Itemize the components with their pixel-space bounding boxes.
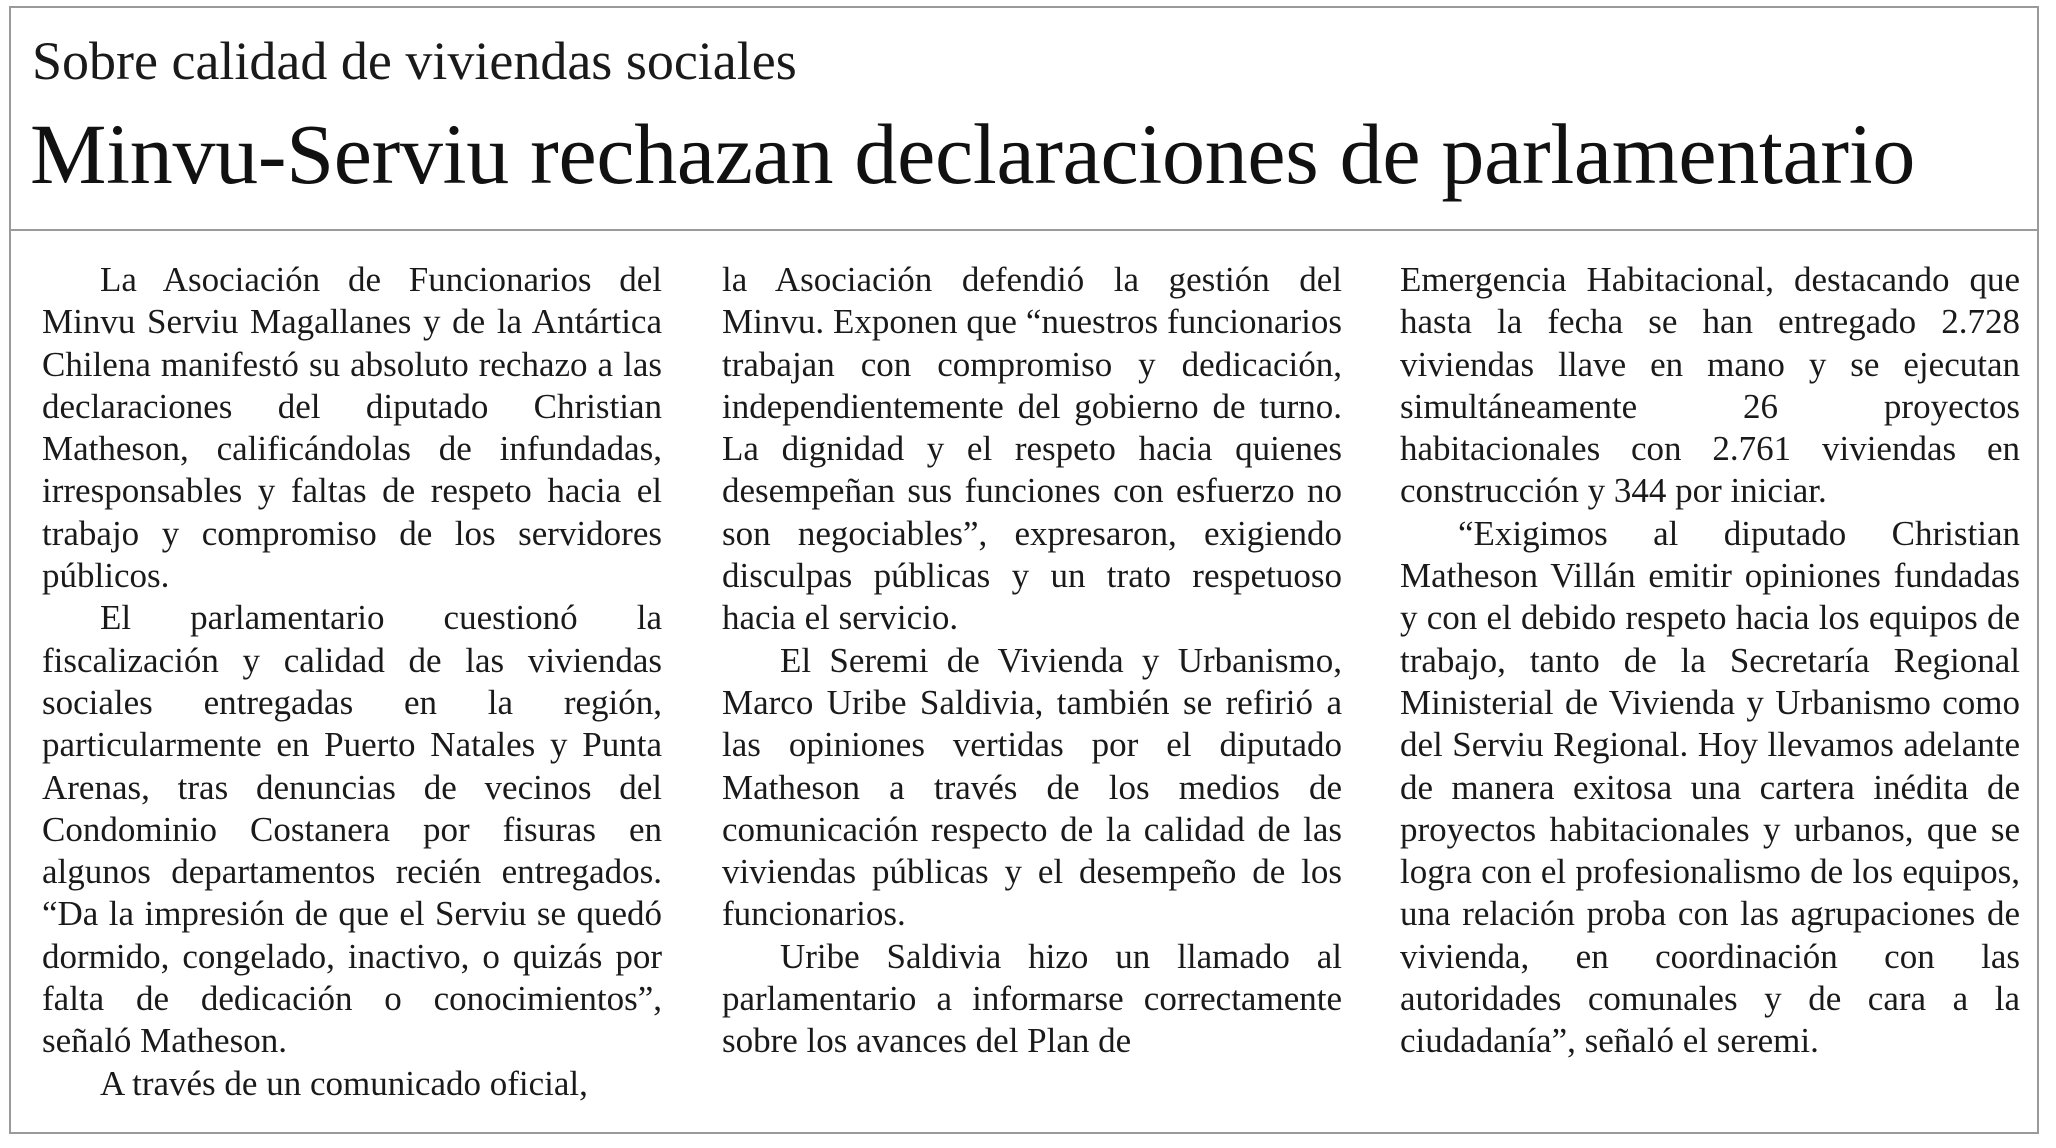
article-paragraph: La Asociación de Funcionarios del Minvu Serviu Magallanes y de la Antártica Chilena manifestó su absoluto rechazo a las declaraciones del diputado Christian Matheson, calificándolas de infundadas, irresponsables y faltas de respeto hacia el trabajo y compromiso de los servidores públicos.	[42, 260, 662, 596]
headline-divider	[9, 229, 2039, 231]
article-kicker: Sobre calidad de viviendas sociales	[32, 31, 797, 91]
article-paragraph: Uribe Saldivia hizo un llamado al parlamentario a informarse correctamente sobre los avances del Plan de	[722, 936, 1342, 1061]
article-paragraph-continued: Emergencia Habitacional, destacando que hasta la fecha se han entregado 2.728 viviendas llave en mano y se ejecutan simultáneamente 26 proyectos habitacionales con 2.761 viviendas en construcción y 344 por iniciar.	[1400, 260, 2020, 511]
article-column-3	[1400, 259, 2020, 1063]
article-column-1	[42, 259, 662, 1105]
article-paragraph: El parlamentario cuestionó la fiscalización y calidad de las viviendas sociales entregadas en la región, particularmente en Puerto Natales y Punta Arenas, tras denuncias de vecinos del Condominio Costanera por fisuras en algunos departamentos recién entregados. “Da la impresión de que el Serviu se quedó dormido, congelado, inactivo, o quizás por falta de dedicación o conocimientos”, señaló Matheson.	[42, 598, 662, 1061]
article-paragraph: El Seremi de Vivienda y Urbanismo, Marco Uribe Saldivia, también se refirió a las opiniones vertidas por el diputado Matheson a través de los medios de comunicación respecto de la calidad de las viviendas públicas y el desempeño de los funcionarios.	[722, 640, 1342, 934]
article-paragraph-continued: la Asociación defendió la gestión del Minvu. Exponen que “nuestros funcionarios trabajan con compromiso y dedicación, independientemente del gobierno de turno. La dignidad y el respeto hacia quienes desempeñan sus funciones con esfuerzo no son negociables”, expresaron, exigiendo disculpas públicas y un trato respetuoso hacia el servicio.	[722, 260, 1342, 638]
article-column-2	[722, 259, 1342, 1063]
article-paragraph: A través de un comunicado oficial,	[100, 1063, 588, 1103]
article-paragraph: “Exigimos al diputado Christian Matheson Villán emitir opiniones fundadas y con el debido respeto hacia los equipos de trabajo, tanto de la Secretaría Regional Ministerial de Vivienda y Urbanismo como del Serviu Regional. Hoy llevamos adelante de manera exitosa una cartera inédita de proyectos habitacionales y urbanos, que se logra con el profesionalismo de los equipos, una relación proba con las agrupaciones de vivienda, en coordinación con las autoridades comunales y de cara a la ciudadanía”, señaló el seremi.	[1400, 513, 2020, 1061]
article-headline: Minvu-Serviu rechazan declaraciones de parlamentario	[30, 106, 1916, 202]
